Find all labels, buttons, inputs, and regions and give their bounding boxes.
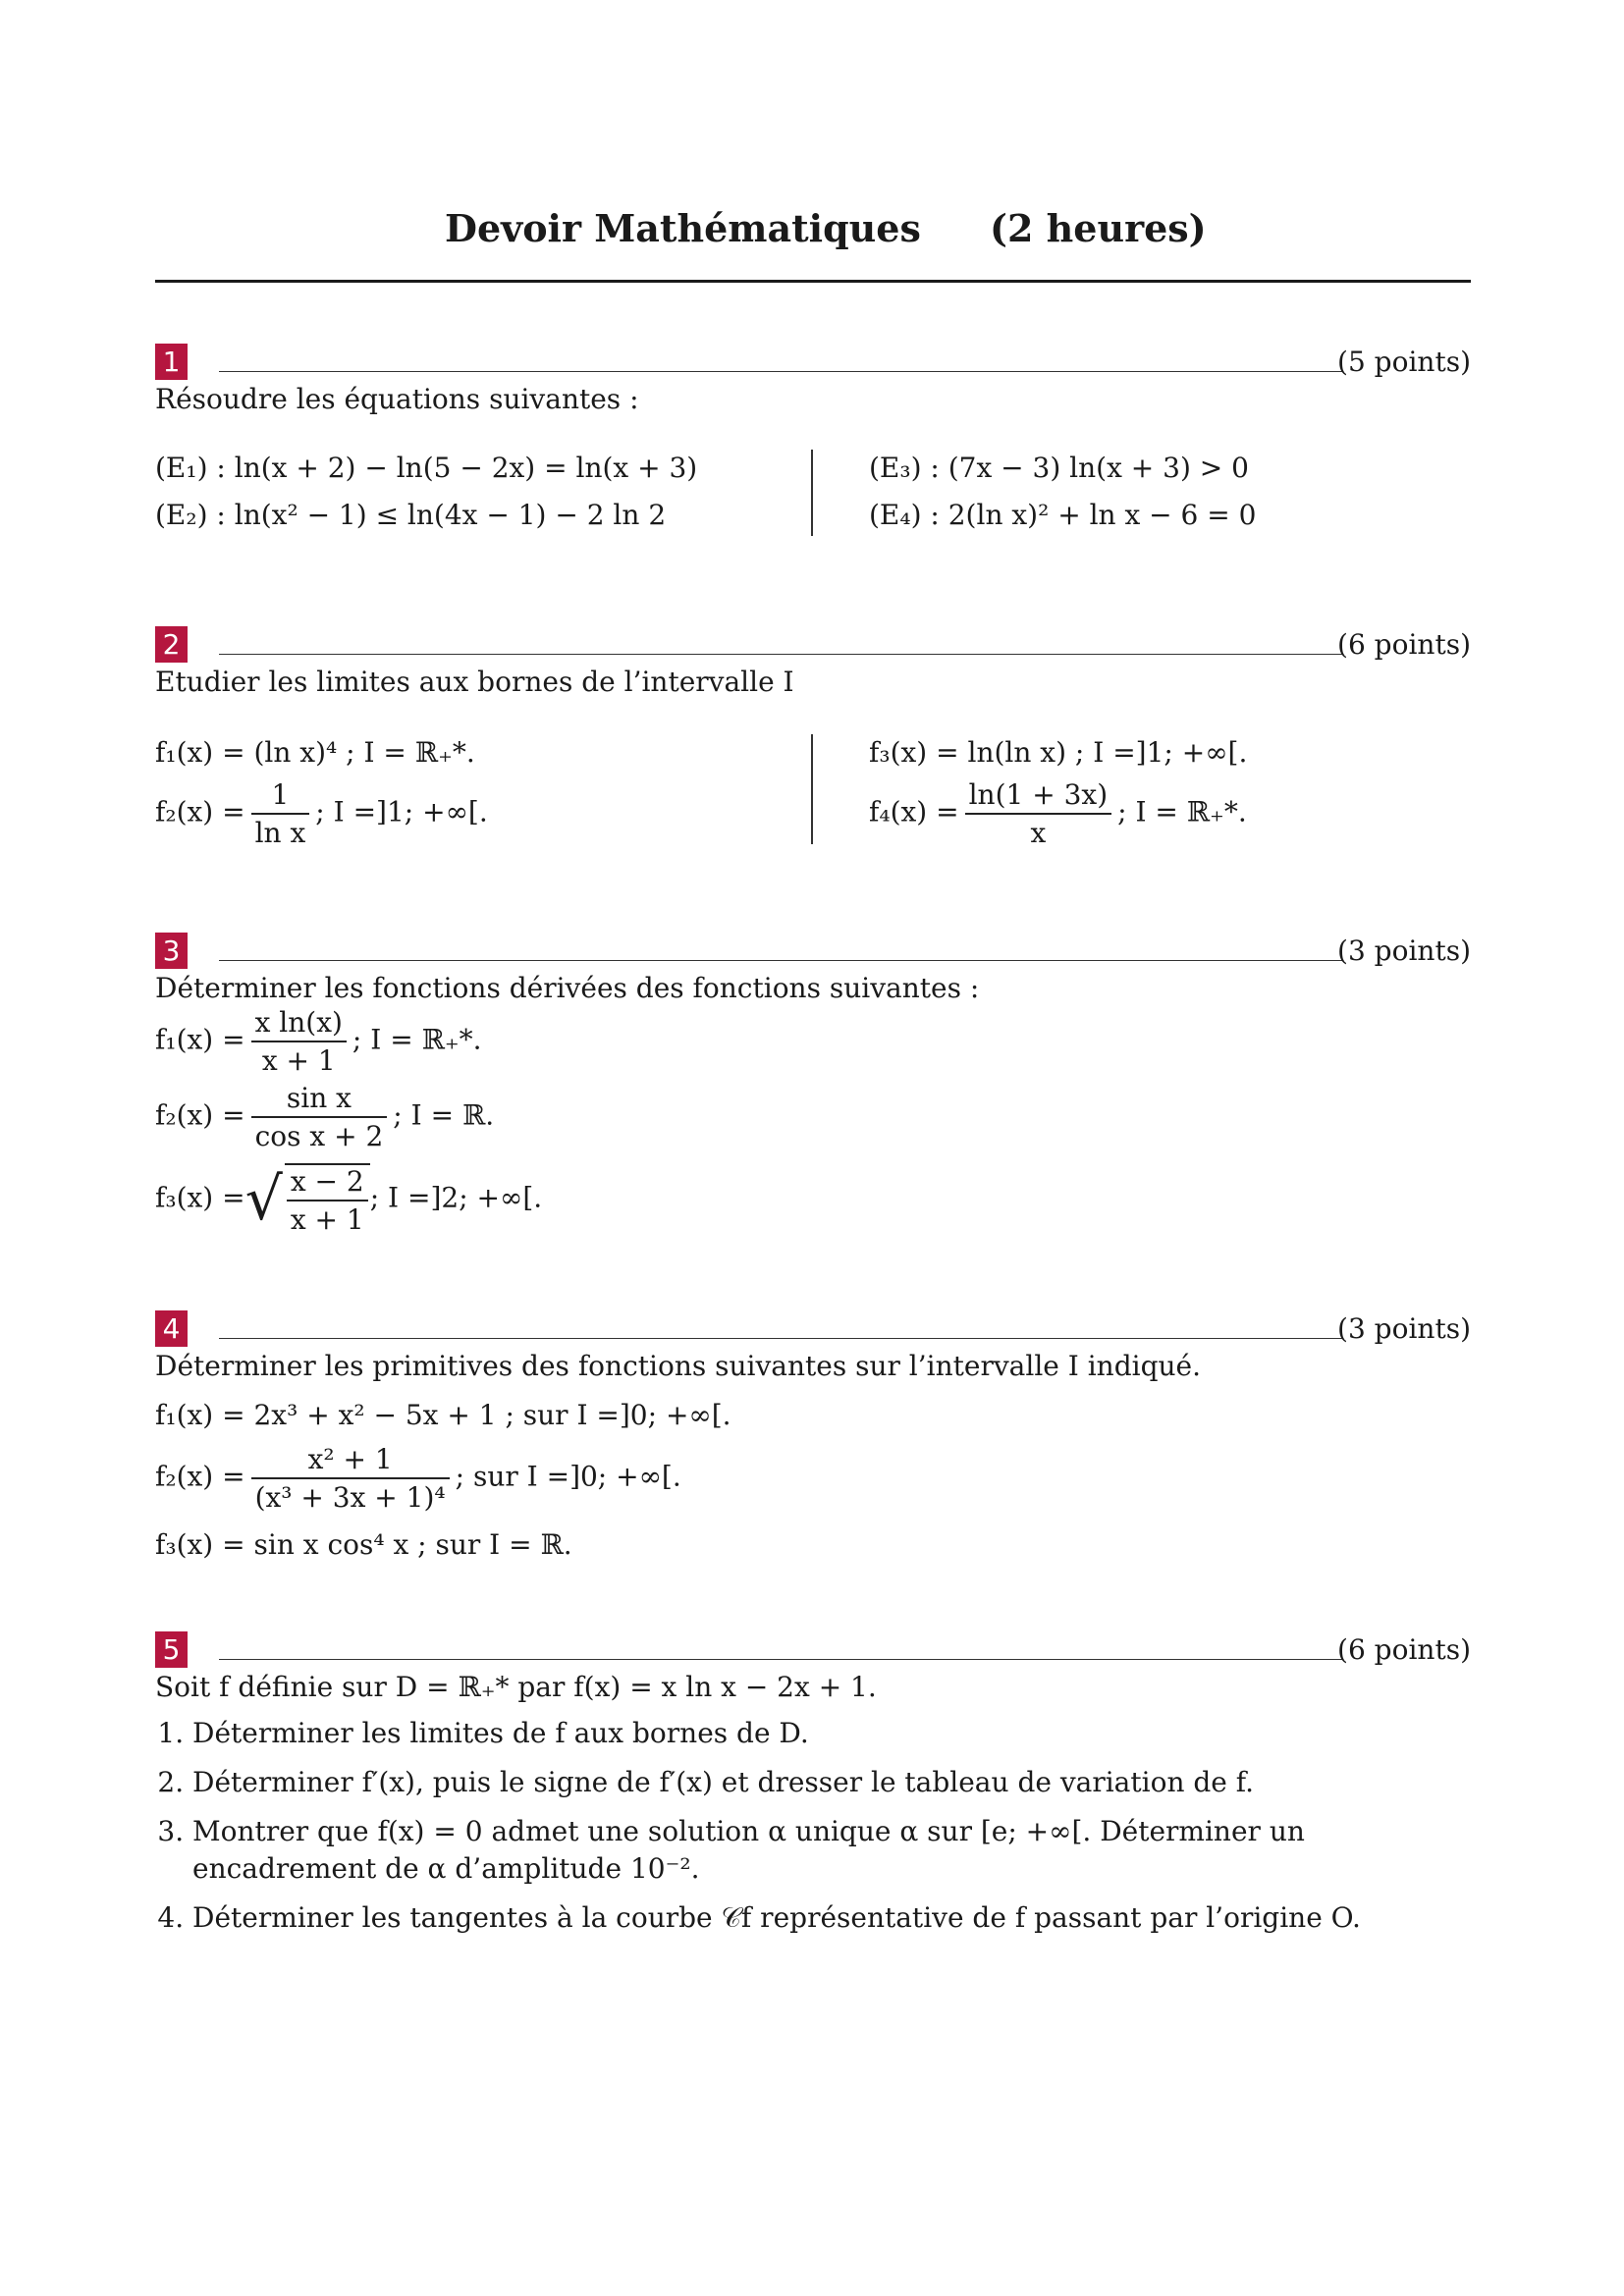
exercise-rule xyxy=(219,1338,1343,1339)
function-f1: f₁(x) = 2x³ + x² − 5x + 1 ; sur I =]0; +∞[. xyxy=(155,1399,731,1431)
exercise-points: (6 points) xyxy=(1337,1633,1471,1666)
function-f3: f₃(x) =√ $\frac{x - 2}{x + 1}$ ; I =]2; +∞[. xyxy=(155,1165,543,1236)
exercise-intro: Etudier les limites aux bornes de l’intervalle I xyxy=(155,666,794,698)
question-item: 1. Déterminer les limites de f aux bornes de D. xyxy=(192,1715,1471,1752)
exam-title: Devoir Mathématiques xyxy=(445,206,921,250)
exercise-2 xyxy=(155,626,1471,849)
function-f3: f₃(x) = sin x cos⁴ x ; sur I = ℝ. xyxy=(155,1528,572,1561)
exercise-intro: Résoudre les équations suivantes : xyxy=(155,383,639,415)
column-divider xyxy=(811,450,813,536)
exercise-rule xyxy=(219,1659,1343,1660)
function-f2: f₂(x) = $\frac{\text{sin x}}{\text{cos x + 2}}$ ; I = ℝ. xyxy=(155,1082,495,1152)
exercise-4 xyxy=(155,1310,1471,1561)
exercise-1 xyxy=(155,344,1471,531)
question-item: 4. Déterminer les tangentes à la courbe 𝒞f représentative de f passant par l’origine O. xyxy=(192,1899,1471,1937)
question-item: 3. Montrer que f(x) = 0 admet une solution α unique α sur [e; +∞[. Déterminer un encadrement de α d’amplitude 10⁻². xyxy=(192,1813,1471,1888)
equation-e3: (E₃) : (7x − 3) ln(x + 3) > 0 xyxy=(869,452,1249,484)
exercise-intro: Déterminer les fonctions dérivées des fonctions suivantes : xyxy=(155,972,980,1004)
column-divider xyxy=(811,734,813,844)
exercise-intro: Soit f définie sur D = ℝ₊* par f(x) = x ln x − 2x + 1. xyxy=(155,1671,877,1703)
exercise-intro: Déterminer les primitives des fonctions suivantes sur l’intervalle I indiqué. xyxy=(155,1350,1201,1382)
exercise-rule xyxy=(219,960,1343,961)
header xyxy=(155,206,1471,265)
exercise-points: (3 points) xyxy=(1337,1312,1471,1345)
function-f3: f₃(x) = ln(ln x) ; I =]1; +∞[. xyxy=(869,736,1248,769)
sqrt-symbol: √ xyxy=(244,1165,283,1234)
exercise-number: 2 xyxy=(155,626,188,663)
function-f2: f₂(x) = $\frac{\text{x² + 1}}{\text{(x³ + 3x + 1)⁴}}$ ; sur I =]0; +∞[. xyxy=(155,1443,681,1514)
function-f2: f₂(x) = $\frac{1}{\text{ln x}}$ ; I =]1; +∞[. xyxy=(155,778,488,849)
exercise-points: (3 points) xyxy=(1337,934,1471,967)
exam-page xyxy=(155,0,1471,2296)
exercise-points: (6 points) xyxy=(1337,628,1471,661)
exam-duration: (2 heures) xyxy=(990,206,1207,250)
exercise-3 xyxy=(155,933,1471,1236)
exercise-number: 5 xyxy=(155,1631,188,1668)
exercise-points: (5 points) xyxy=(1337,346,1471,378)
question-item: 2. Déterminer f′(x), puis le signe de f′(x) et dresser le tableau de variation de f. xyxy=(192,1764,1471,1801)
exercise-number: 1 xyxy=(155,344,188,380)
equation-e1: (E₁) : ln(x + 2) − ln(5 − 2x) = ln(x + 3) xyxy=(155,452,698,484)
exercise-rule xyxy=(219,654,1343,655)
equation-e4: (E₄) : 2(ln x)² + ln x − 6 = 0 xyxy=(869,499,1257,531)
function-f1: f₁(x) = (ln x)⁴ ; I = ℝ₊*. xyxy=(155,736,475,769)
exercise-number: 4 xyxy=(155,1310,188,1347)
header-rule xyxy=(155,280,1471,283)
exercise-number: 3 xyxy=(155,933,188,969)
exercise-rule xyxy=(219,371,1343,372)
function-f1: f₁(x) = $\frac{\text{x ln(x)}}{x + 1}$ ; I = ℝ₊*. xyxy=(155,1006,482,1077)
equation-e2: (E₂) : ln(x² − 1) ≤ ln(4x − 1) − 2 ln 2 xyxy=(155,499,667,531)
exercise-5 xyxy=(155,1631,1471,1949)
function-f4: f₄(x) = $\frac{\ln(1 + 3x)}{x}$ ; I = ℝ₊*. xyxy=(869,778,1247,849)
question-list xyxy=(155,1715,1471,1937)
